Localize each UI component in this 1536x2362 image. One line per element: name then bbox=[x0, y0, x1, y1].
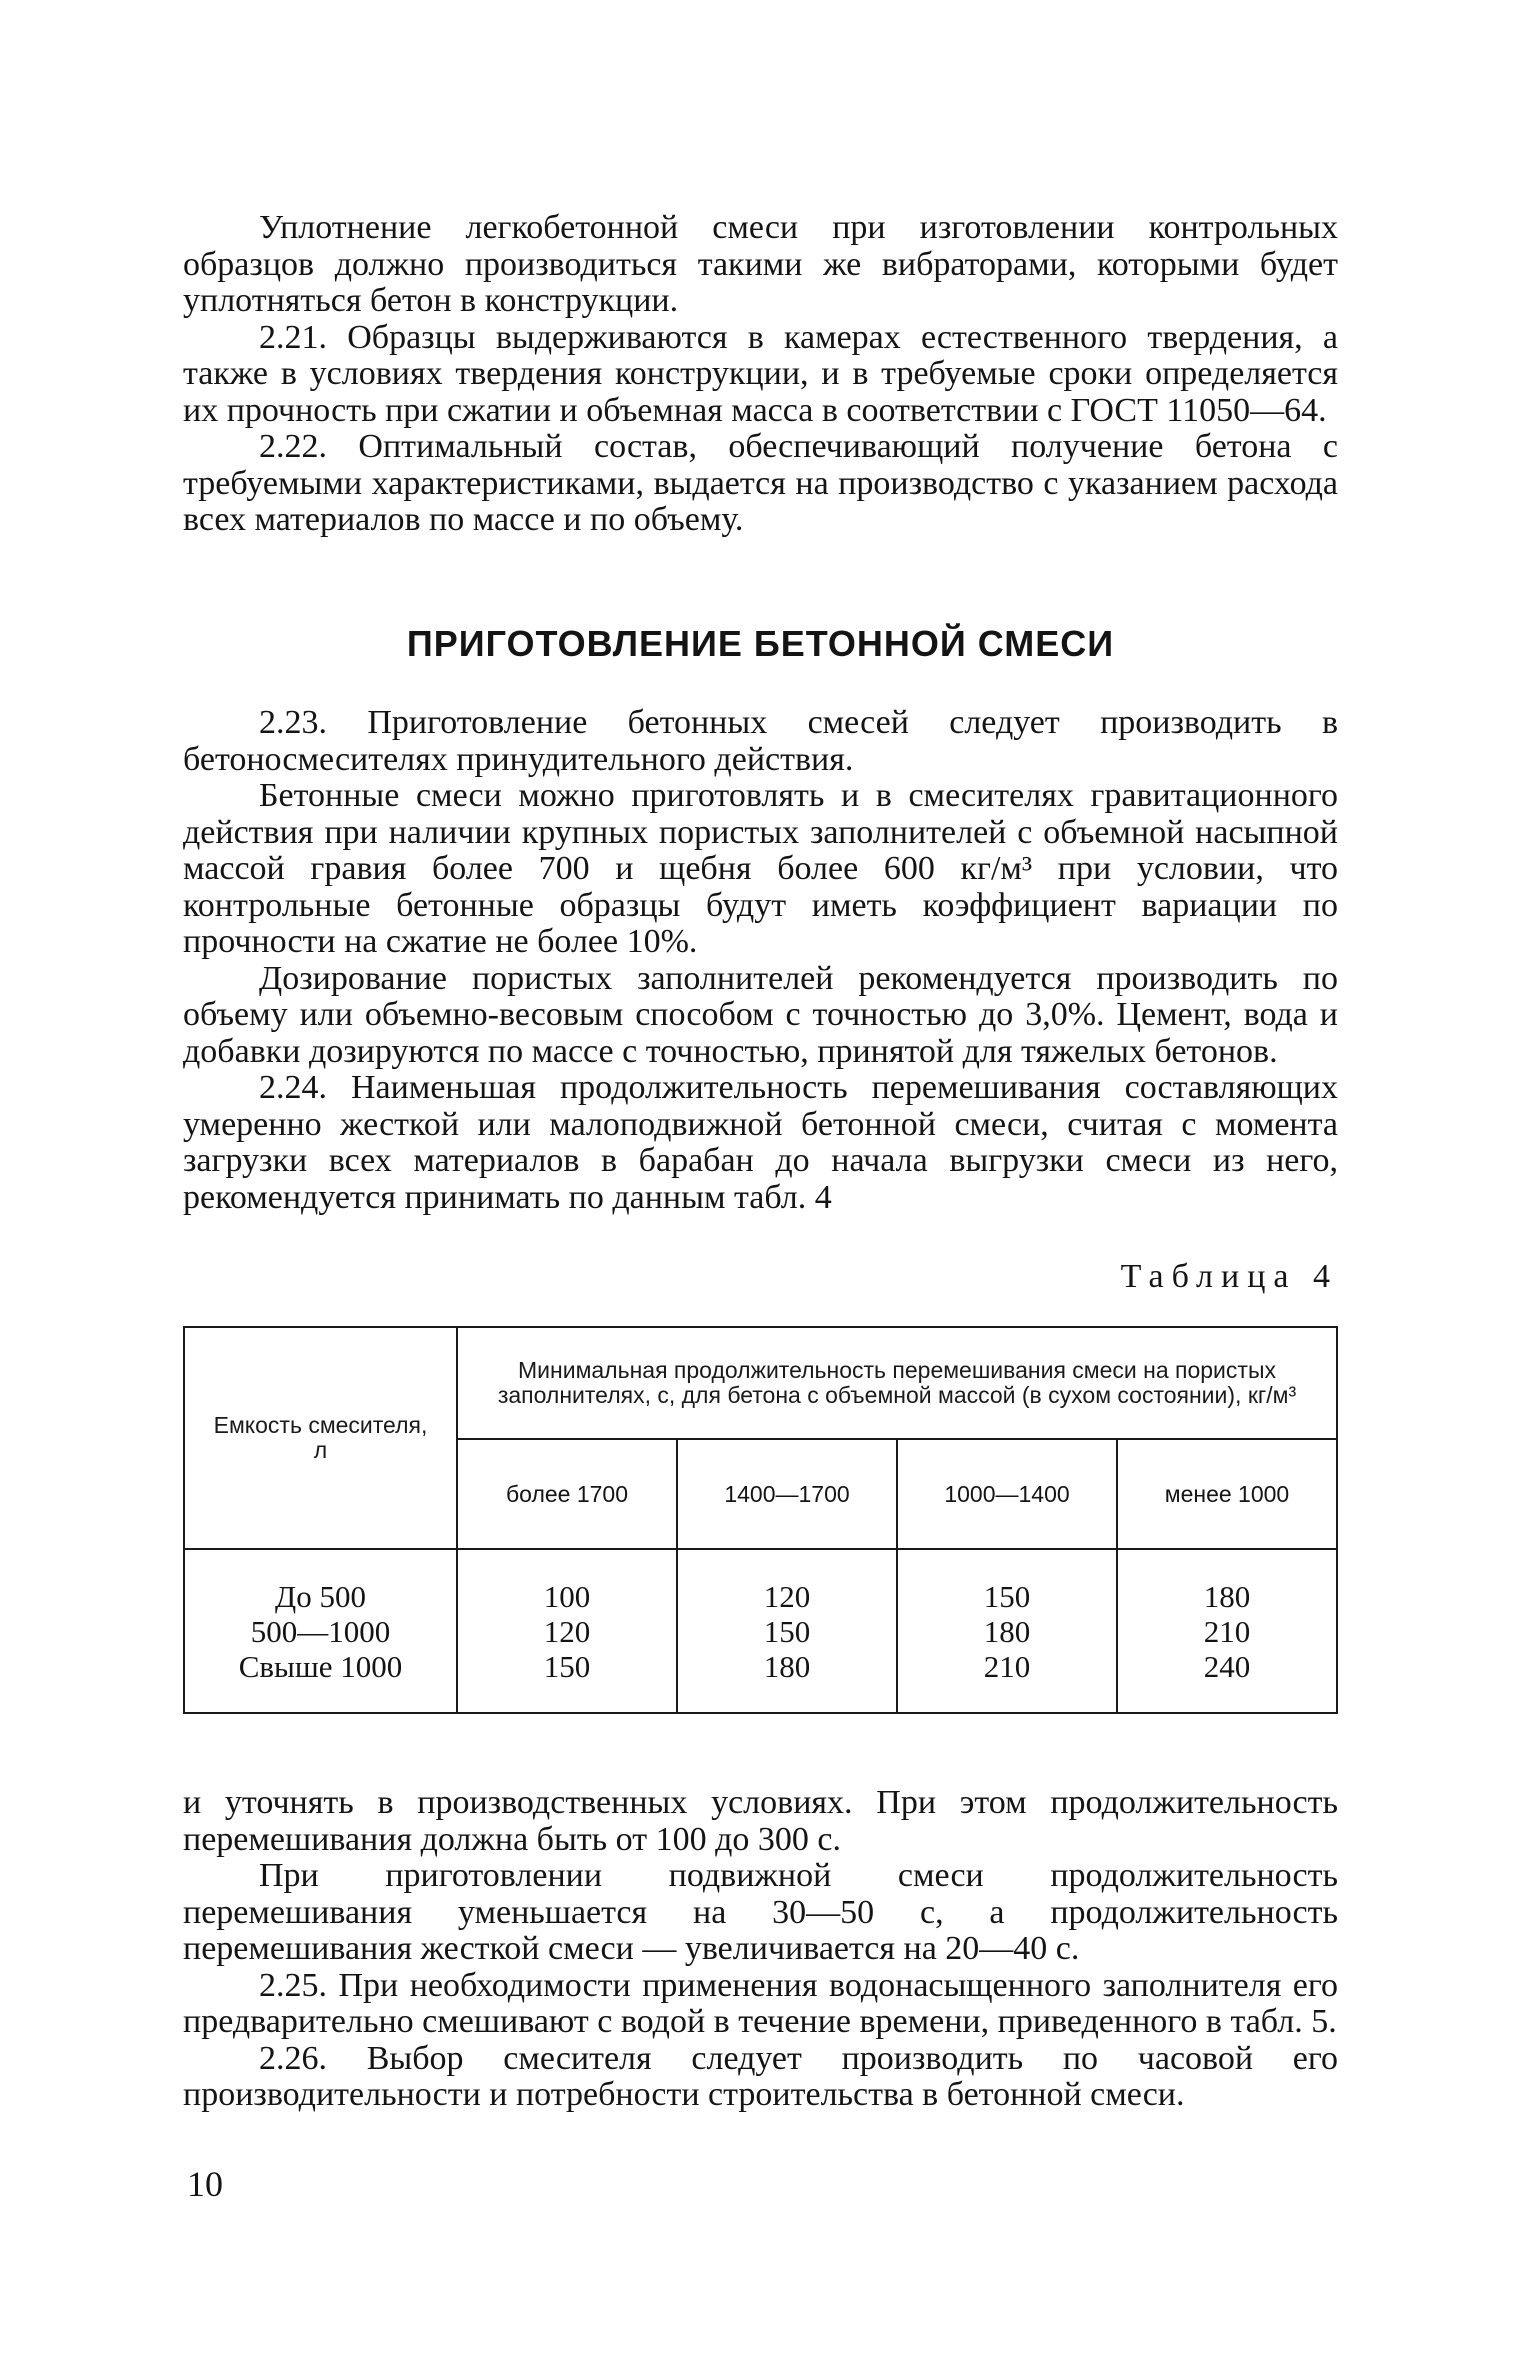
table-cell: 180 bbox=[983, 1613, 1031, 1649]
paragraph-2-22: 2.22. Оптимальный состав, обеспечивающий получение бетона с требуемыми характеристиками, выдается на производство с указанием расхода всех материалов по массе и по объему. bbox=[183, 428, 1338, 538]
paragraph-2-23: 2.23. Приготовление бетонных смесей следует производить в бетоносмесителях принудительного действия. bbox=[183, 704, 1338, 778]
sub-header-text: 1000—1400 bbox=[944, 1480, 1070, 1507]
sub-header-text: более 1700 bbox=[505, 1480, 629, 1507]
table-caption: Таблица 4 bbox=[1120, 1258, 1338, 1295]
table-right-rule bbox=[1336, 1326, 1338, 1714]
table-cell: 240 bbox=[1203, 1648, 1251, 1684]
paragraph: Бетонные смеси можно приготовлять и в смесителях гравитационного действия при наличии крупных пористых заполнителей с объемной насыпной массой гравия более 700 и щебня более 600 кг/м³ при условии, что контрольные бетонные образцы будут иметь коэффициент вариации по прочности на сжатие не более 10%. bbox=[183, 777, 1338, 960]
table-cell-capacity: До 500 bbox=[275, 1578, 366, 1614]
table-cell: 120 bbox=[543, 1613, 591, 1649]
text-block-bottom bbox=[183, 1785, 1338, 2114]
table-cell: 100 bbox=[543, 1578, 591, 1614]
table-bottom-rule bbox=[183, 1712, 1338, 1714]
group-header bbox=[458, 1328, 1336, 1438]
density-1-column bbox=[458, 1550, 676, 1712]
paragraph-2-26: 2.26. Выбор смесителя следует производить по часовой его производительности и потребности строительства в бетонной смеси. bbox=[183, 2039, 1338, 2113]
paragraph: Дозирование пористых заполнителей рекомендуется производить по объему или объемно-весовым способом с точностью до 3,0%. Цемент, вода и добавки дозируются по массе с точностью, принятой для тяжелых бетонов. bbox=[183, 959, 1338, 1070]
sub-header-density-3 bbox=[898, 1440, 1116, 1548]
table-cell: 150 bbox=[763, 1613, 811, 1649]
capacity-column bbox=[185, 1550, 456, 1712]
text-block-middle bbox=[183, 705, 1338, 1216]
paragraph-2-21: 2.21. Образцы выдерживаются в камерах естественного твердения, а также в условиях твердения конструкции, и в требуемые сроки определяется их прочность при сжатии и объемная масса в соответствии с ГОСТ 11050—64. bbox=[183, 318, 1338, 429]
paragraph-continuation: и уточнять в производственных условиях. При этом продолжительность перемешивания должна быть от 100 до 300 с. bbox=[183, 1784, 1338, 1858]
paragraph: Уплотнение легкобетонной смеси при изготовлении контрольных образцов должно производиться такими же вибраторами, которыми будет уплотняться бетон в конструкции. bbox=[183, 209, 1338, 319]
section-heading: ПРИГОТОВЛЕНИЕ БЕТОННОЙ СМЕСИ bbox=[406, 623, 1115, 664]
density-2-column bbox=[678, 1550, 896, 1712]
density-3-column bbox=[898, 1550, 1116, 1712]
table-cell-capacity: Свыше 1000 bbox=[238, 1648, 403, 1684]
table-cell: 210 bbox=[1203, 1613, 1251, 1649]
sub-header-density-1 bbox=[458, 1440, 676, 1548]
column-header-capacity bbox=[185, 1328, 456, 1548]
table-cell: 180 bbox=[1203, 1578, 1251, 1614]
table-cell-capacity: 500—1000 bbox=[250, 1613, 391, 1649]
sub-header-text: менее 1000 bbox=[1164, 1480, 1290, 1507]
mixing-time-table bbox=[183, 1326, 1338, 1714]
table-cell: 120 bbox=[763, 1578, 811, 1614]
table-cell: 150 bbox=[983, 1578, 1031, 1614]
sub-header-text: 1400—1700 bbox=[724, 1480, 850, 1507]
table-cell: 180 bbox=[763, 1648, 811, 1684]
group-header-text: Минимальная продолжительность перемешивания смеси на пористых заполнителях, с, для бетона с объемной массой (в сухом состоянии), кг/м³ bbox=[497, 1357, 1297, 1408]
text-block-top bbox=[183, 210, 1338, 539]
column-header-capacity-text: Емкость смесителя, л bbox=[213, 1412, 428, 1463]
paragraph-2-24: 2.24. Наименьшая продолжительность перемешивания составляющих умеренно жесткой или малоподвижной бетонной смеси, считая с момента загрузки всех материалов в барабан до начала выгрузки смеси из него, рекомендуется принимать по данным табл. 4 bbox=[183, 1069, 1338, 1216]
sub-header-density-2 bbox=[678, 1440, 896, 1548]
paragraph: При приготовлении подвижной смеси продолжительность перемешивания уменьшается на 30—50 с, а продолжительность перемешивания жесткой смеси — увеличивается на 20—40 с. bbox=[183, 1857, 1338, 1967]
table-cell: 210 bbox=[983, 1648, 1031, 1684]
density-4-column bbox=[1118, 1550, 1336, 1712]
page-number: 10 bbox=[187, 2164, 223, 2204]
paragraph-2-25: 2.25. При необходимости применения водонасыщенного заполнителя его предварительно смешивают с водой в течение времени, приведенного в табл. 5. bbox=[183, 1966, 1338, 2040]
table-cell: 150 bbox=[543, 1648, 591, 1684]
sub-header-density-4 bbox=[1118, 1440, 1336, 1548]
